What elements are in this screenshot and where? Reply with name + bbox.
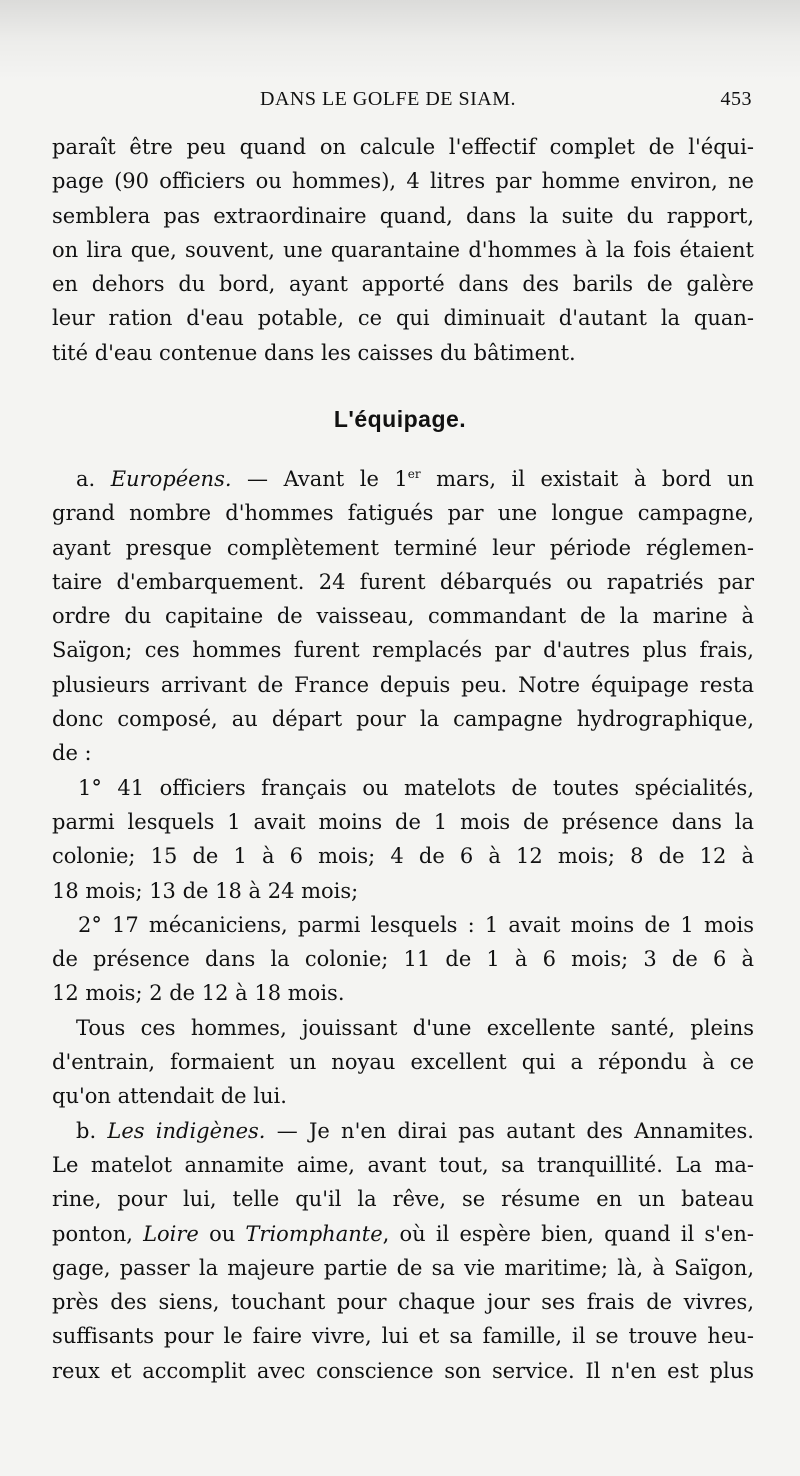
em-dash: — [247, 467, 269, 491]
text-line: d'entrain, formaient un noyau excellent qui a répondu à ce [52, 1050, 754, 1075]
list-item-line: parmi lesquels 1 avait moins de 1 mois de présence dans la [52, 809, 754, 834]
list-item-line: 12 mois; 2 de 12 à 18 mois. [52, 981, 345, 1006]
text-line: de : [52, 741, 92, 766]
text-line: gage, passer la majeure partie de sa vie maritime; là, à Saïgon, [52, 1255, 754, 1280]
ship-name-loire: Loire [143, 1221, 199, 1246]
text-line: donc composé, au départ pour la campagne hydrographique, [52, 707, 754, 732]
text-fragment: , où il espère bien, quand il s'en- [382, 1221, 754, 1246]
paragraph-water-ration [52, 130, 754, 370]
section-heading: L'équipage. [333, 406, 467, 432]
ship-name-triomphante: Triomphante [245, 1221, 383, 1246]
text-line: leur ration d'eau potable, ce qui diminuait d'autant la quan- [52, 306, 754, 331]
text-fragment: mars, il existait à bord un [436, 467, 754, 491]
list-item-line: 1° 41 officiers français ou matelots de toutes spécialités, [78, 775, 754, 800]
text-line: suffisants pour le faire vivre, lui et sa famille, il se trouve heu- [52, 1324, 754, 1349]
running-title: DANS LE GOLFE DE SIAM. [260, 88, 516, 110]
section-a-label: a. [76, 467, 96, 491]
text-line: semblera pas extraordinaire quand, dans la suite du rapport, [52, 203, 754, 228]
text-line: ayant presque complètement terminé leur période réglemen- [52, 535, 754, 560]
text-line: taire d'embarquement. 24 furent débarqués ou rapatriés par [52, 569, 754, 594]
text-line: près des siens, touchant pour chaque jour ses frais de vivres, [52, 1290, 754, 1315]
list-item-line: colonie; 15 de 1 à 6 mois; 4 de 6 à 12 mois; 8 de 12 à [52, 844, 754, 869]
text-line: Tous ces hommes, jouissant d'une excellente santé, pleins [76, 1015, 754, 1040]
running-head [0, 88, 800, 118]
list-item-line: 18 mois; 13 de 18 à 24 mois; [52, 878, 359, 903]
section-a-europeens [52, 462, 754, 1388]
text-line: page (90 officiers ou hommes), 4 litres par homme environ, ne [52, 169, 754, 194]
text-line: grand nombre d'hommes fatigués par une longue campagne, [52, 501, 754, 526]
list-item-line: de présence dans la colonie; 11 de 1 à 6 mois; 3 de 6 à [52, 947, 754, 972]
page-number: 453 [720, 88, 752, 110]
list-item-line: 2° 17 mécaniciens, parmi lesquels : 1 avait moins de 1 mois [78, 912, 754, 937]
text-line: ordre du capitaine de vaisseau, commandant de la marine à [52, 604, 754, 629]
text-fragment: ponton, [52, 1221, 133, 1246]
text-fragment: ou [209, 1221, 236, 1246]
section-b-title: Les indigènes. [107, 1118, 266, 1143]
text-line: Le matelot annamite aime, avant tout, sa tranquillité. La ma- [52, 1152, 754, 1177]
section-a-title: Européens. [110, 467, 232, 491]
text-line: en dehors du bord, ayant apporté dans des barils de galère [52, 272, 754, 297]
text-line: Saïgon; ces hommes furent remplacés par d'autres plus frais, [52, 638, 754, 663]
section-b-label: b. [76, 1118, 97, 1143]
text-fragment: Je n'en dirai pas autant des Annamites. [308, 1118, 754, 1143]
text-line: plusieurs arrivant de France depuis peu. Notre équipage resta [52, 672, 754, 697]
section-a-first-line [52, 462, 754, 496]
text-fragment: Avant le 1 [283, 467, 408, 491]
text-line: tité d'eau contenue dans les caisses du bâtiment. [52, 340, 576, 365]
section-b-first-line [52, 1114, 754, 1148]
text-line: on lira que, souvent, une quarantaine d'hommes à la fois étaient [52, 237, 754, 262]
text-line: qu'on attendait de lui. [52, 1084, 287, 1109]
text-line: paraît être peu quand on calcule l'effectif complet de l'équi- [52, 135, 754, 159]
text-line: rine, pour lui, telle qu'il la rêve, se résume en un bateau [52, 1187, 754, 1212]
superscript-er: er [407, 467, 421, 481]
text-line-ships [52, 1217, 754, 1251]
text-line: reux et accomplit avec conscience son service. Il n'en est plus [52, 1358, 754, 1383]
em-dash: — [276, 1118, 298, 1143]
